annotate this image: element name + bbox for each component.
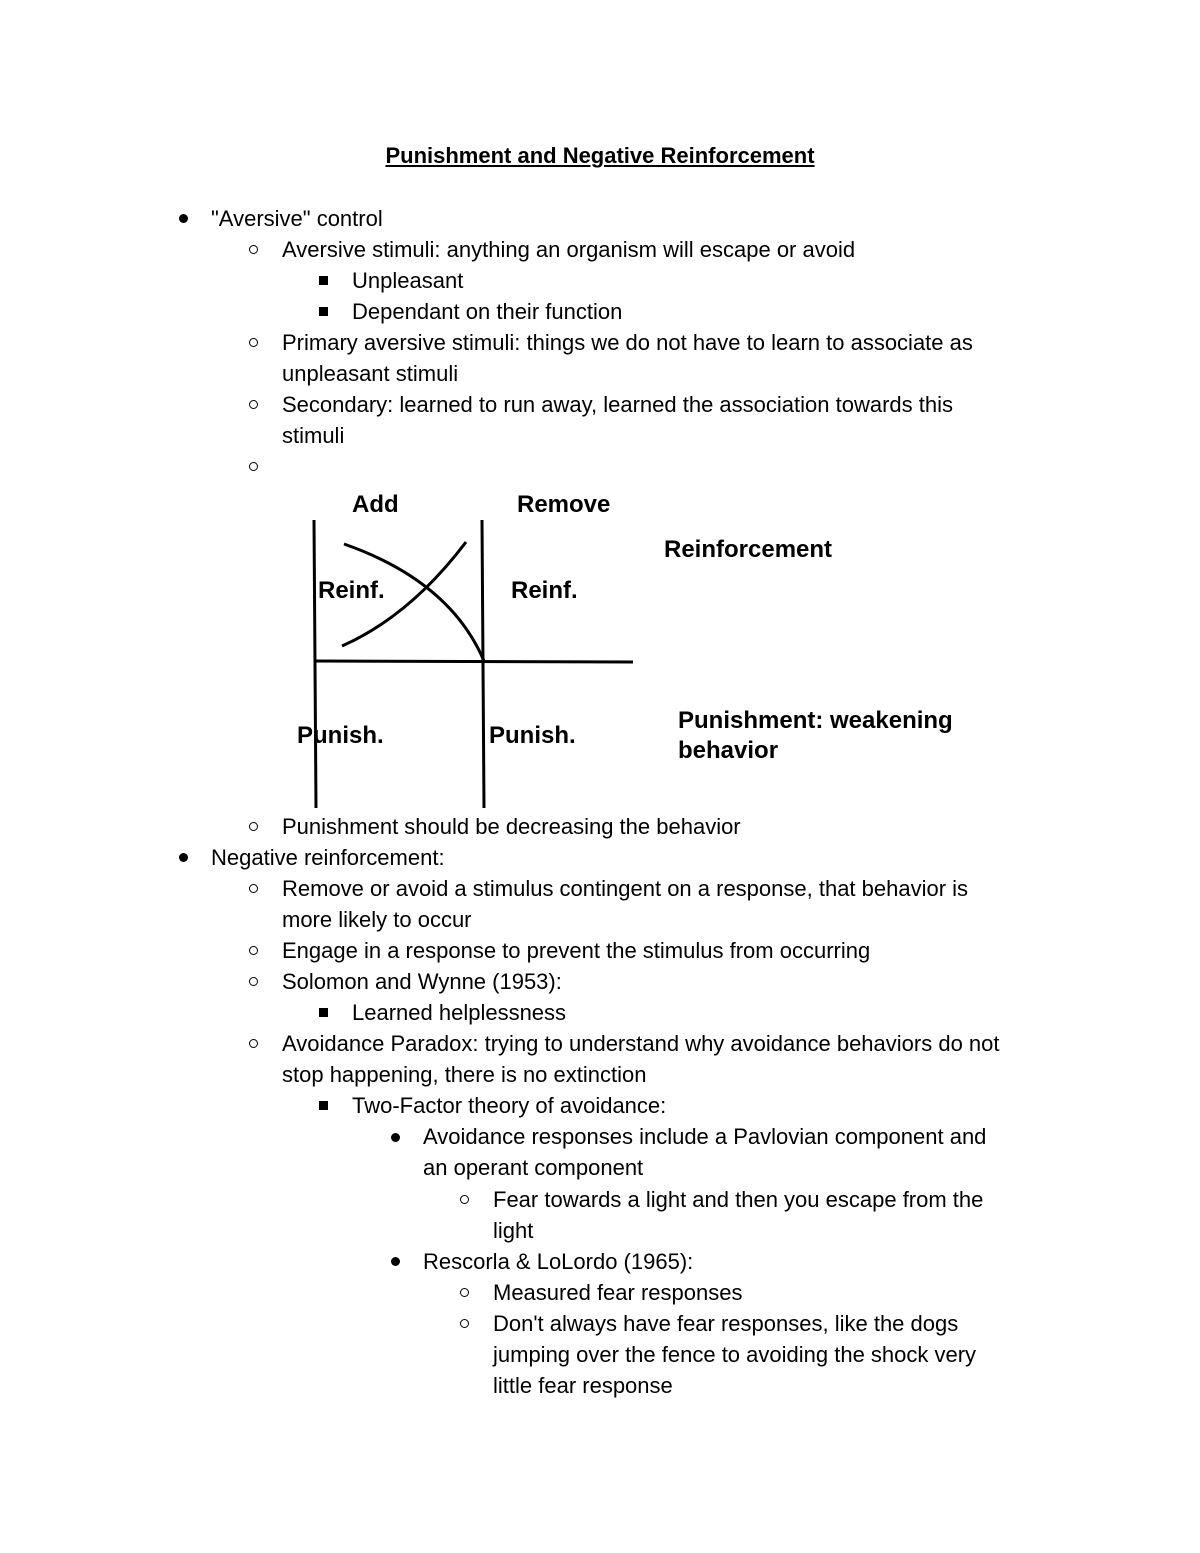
bullet-circle — [249, 338, 258, 347]
list-item: Fear towards a light and then you escape from the — [493, 1187, 984, 1212]
list-item: Two-Factor theory of avoidance: — [352, 1093, 667, 1118]
punishment-label-line2: behavior — [678, 737, 779, 764]
list-item: Avoidance Paradox: trying to understand why avoidance behaviors do not — [282, 1031, 1000, 1056]
bullet-square — [319, 307, 328, 316]
list-item-continuation: unpleasant stimuli — [282, 361, 459, 386]
bullet-square — [319, 276, 328, 285]
bullet-circle — [249, 400, 258, 409]
bullet-square — [319, 1101, 328, 1110]
list-item-continuation: jumping over the fence to avoiding the shock very — [493, 1342, 977, 1367]
reinforcement-punishment-diagram — [290, 486, 990, 816]
cell-label-remove-reinf: Reinf. — [511, 577, 578, 604]
bullet-circle — [249, 245, 258, 254]
list-item: Measured fear responses — [493, 1280, 743, 1305]
list-item: Unpleasant — [352, 268, 464, 293]
list-item-continuation: stimuli — [282, 423, 345, 448]
list-item: Primary aversive stimuli: things we do not have to learn to associate as — [282, 330, 973, 355]
list-item: Negative reinforcement: — [211, 845, 445, 870]
list-item: Dependant on their function — [352, 299, 623, 324]
left-vertical-line — [314, 520, 316, 808]
list-item: Solomon and Wynne (1953): — [282, 969, 562, 994]
middle-vertical-line — [482, 520, 484, 808]
list-item: "Aversive" control — [211, 206, 383, 231]
bullet-dot — [391, 1257, 400, 1266]
cell-label-remove-punish: Punish. — [489, 722, 576, 749]
bullet-circle — [460, 1288, 469, 1297]
list-item: Secondary: learned to run away, learned the association towards this — [282, 392, 953, 417]
bullet-circle — [249, 1039, 258, 1048]
bullet-square — [319, 1008, 328, 1017]
diagram-lines — [290, 486, 990, 816]
list-item-continuation: little fear response — [493, 1373, 673, 1398]
list-item: Aversive stimuli: anything an organism will escape or avoid — [282, 237, 856, 262]
column-label-remove: Remove — [517, 491, 611, 518]
list-item: Punishment should be decreasing the behavior — [282, 814, 741, 839]
list-item-continuation: stop happening, there is no extinction — [282, 1062, 647, 1087]
list-item: Avoidance responses include a Pavlovian component and — [423, 1124, 987, 1149]
list-item-continuation: an operant component — [423, 1155, 644, 1180]
bullet-circle — [460, 1195, 469, 1204]
horizontal-line — [314, 661, 633, 662]
reinforcement-label: Reinforcement — [664, 536, 833, 563]
cell-label-add-reinf: Reinf. — [318, 577, 385, 604]
list-item: Don't always have fear responses, like the dogs — [493, 1311, 959, 1336]
bullet-circle — [460, 1319, 469, 1328]
bullet-circle — [249, 462, 258, 471]
bullet-circle — [249, 884, 258, 893]
bullet-dot — [391, 1133, 400, 1142]
list-item-continuation: more likely to occur — [282, 907, 472, 932]
bullet-circle — [249, 822, 258, 831]
column-label-add: Add — [352, 491, 399, 518]
bullet-dot — [179, 214, 188, 223]
list-item: Remove or avoid a stimulus contingent on a response, that behavior is — [282, 876, 969, 901]
document-title: Punishment and Negative Reinforcement — [385, 143, 815, 168]
bullet-dot — [179, 853, 188, 862]
punishment-label-line1: Punishment: weakening — [678, 707, 953, 734]
bullet-circle — [249, 946, 258, 955]
list-item: Rescorla & LoLordo (1965): — [423, 1249, 694, 1274]
list-item-continuation: light — [493, 1218, 534, 1243]
list-item: Learned helplessness — [352, 1000, 567, 1025]
cell-label-add-punish: Punish. — [297, 722, 384, 749]
bullet-circle — [249, 977, 258, 986]
list-item: Engage in a response to prevent the stimulus from occurring — [282, 938, 871, 963]
